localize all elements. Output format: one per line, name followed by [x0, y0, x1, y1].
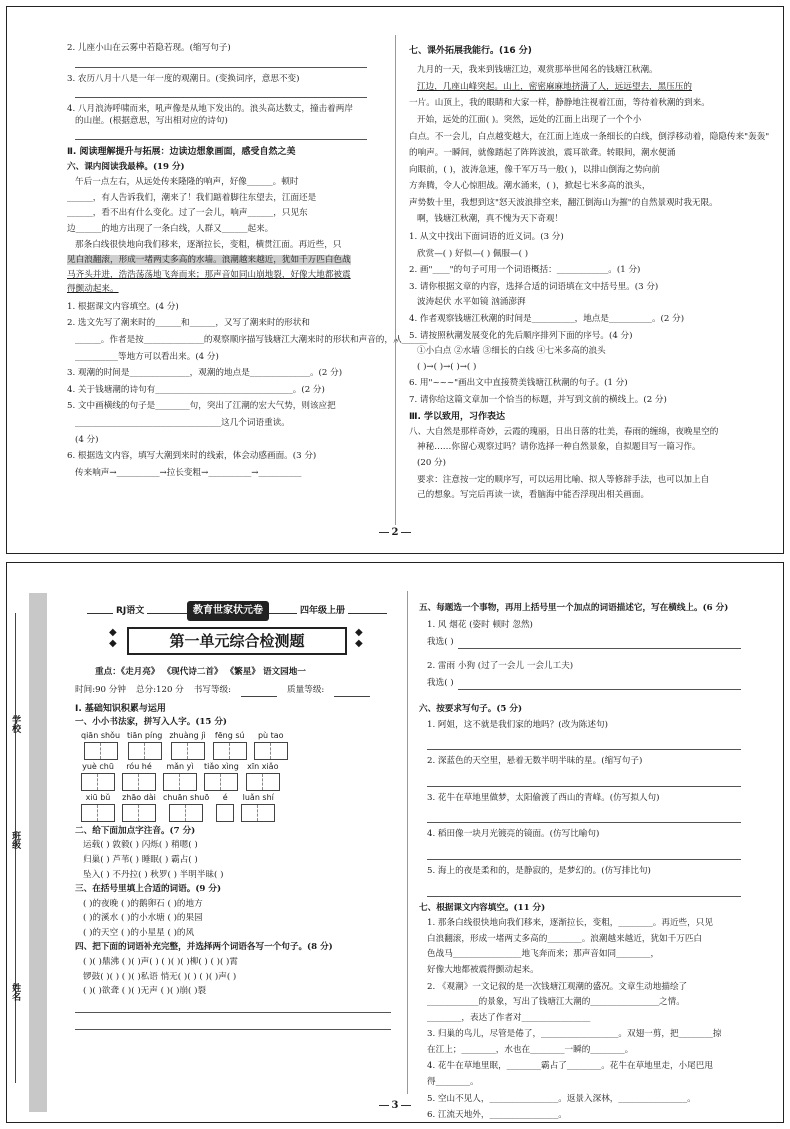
pinyin-grid-row-2: [81, 762, 391, 791]
pinyin-cell: [254, 731, 288, 760]
answer-line[interactable]: [75, 87, 367, 98]
underlined-sentence: 马齐头并进，浩浩荡荡地飞奔而来；那声音如同山崩地裂，好像大地都被震: [67, 269, 351, 280]
p3-q6-1: 1. 阿姐，这不就是我们家的地吗？(改为陈述句): [427, 719, 608, 730]
exam-info: [75, 685, 391, 697]
column-divider: [395, 35, 396, 525]
quality-grade: 质量等级:: [287, 685, 325, 695]
header-banner: [87, 591, 387, 657]
p3-q5-2b: 我选( ): [427, 678, 454, 689]
pinyin-grid-row-3: [81, 793, 391, 822]
diamond-decoration: ◆ ◆: [109, 627, 117, 649]
pinyin-cell: [213, 731, 247, 760]
p3-q3-heading: 三、在括号里填上合适的词语。(9 分): [75, 884, 222, 895]
passage-line: 边______的地方出现了一条白线，人群又______起来。: [67, 223, 274, 234]
page-number: 2: [7, 526, 783, 540]
answer-line[interactable]: [458, 637, 741, 649]
p2-s4: 4. 关于钱塘潮的诗句有________________________________。(2 分): [67, 384, 325, 395]
focus-line: 重点：《走月亮》 《现代诗二首》 《繁星》 语文园地一: [95, 667, 306, 677]
pinyin-text: xiū bǔ: [85, 792, 111, 802]
writing-boxes[interactable]: [213, 742, 247, 760]
passage-line: 声势数十里，我想到这"怒天波浪排空来，翻江倒海山为摧"的自然景观时我无限。: [409, 197, 718, 208]
writing-grade: 书写等级:: [193, 685, 232, 695]
writing-boxes[interactable]: [216, 804, 234, 822]
p2-s2c: __________等地方可以看出来。(4 分): [75, 351, 219, 362]
name-label: 姓名: [10, 983, 21, 1001]
p2-q8b: 神秘……你留心观察过吗？请你选择一种自然景象，自拟题目写一篇习作。: [417, 442, 701, 453]
pinyin-cell: [163, 762, 197, 791]
p2-s6b: 传来响声→__________→拉长变粗→__________→__________: [75, 467, 302, 478]
p3-q6-3: 3. 花牛在草地里做梦，太阳偷渡了西山的青峰。(仿写拟人句): [427, 792, 660, 803]
writing-boxes[interactable]: [254, 742, 288, 760]
p3-q7-1d: 好像大地都被震得颤动起来。: [427, 964, 539, 975]
pinyin-cell: [241, 793, 275, 822]
p2-t2: 2. 画"____"的句子可用一个词语概括：____________。(1 分): [409, 265, 641, 276]
p2-q8a: 八、大自然是那样奇妙，云霞的瑰丽，日出日落的壮美，春雨的缠绵，夜晚星空的: [409, 426, 719, 437]
pinyin-cell: [216, 793, 234, 822]
pinyin-grid-row-1: [81, 731, 391, 760]
p2-s3: 3. 观潮的时间是______________，观潮的地点是______________。(2 分): [67, 368, 343, 379]
p2-s1: 1. 根据课文内容填空。(4 分): [67, 301, 179, 312]
passage-line: 啊，钱塘江秋潮，真不愧为天下奇观！: [417, 214, 564, 225]
p3-q6-4: 4. 稻田像一块月光镀亮的镜面。(仿写比喻句): [427, 829, 600, 840]
p3-q7-1a: 1. 那条白线很快地向我们移来，逐渐拉长，变粗，________。再近些，只见: [427, 918, 713, 929]
answer-line[interactable]: [427, 776, 741, 787]
writing-boxes[interactable]: [81, 804, 115, 822]
binding-strip: [29, 593, 47, 1112]
p2-t6: 6. 用"~~~"画出文中直接赞美钱塘江秋潮的句子。(1 分): [409, 378, 628, 389]
passage-line: 开始，远处的江面( )。突然，远处的江面上出现了一个个小: [417, 114, 642, 125]
pinyin-text: xīn xiǎo: [247, 761, 279, 771]
p2-s5a: 5. 文中画横线的句子是________句，突出了江潮的宏大气势，则该应把: [67, 401, 336, 412]
pinyin-text: zhāo dài: [122, 792, 156, 802]
pinyin-cell: [163, 793, 209, 822]
pinyin-text: zhuàng jì: [169, 730, 206, 740]
writing-boxes[interactable]: [171, 742, 205, 760]
p3-q7-6: 6. 江流天地外，________________。: [427, 1110, 567, 1121]
passage-line: ______，看不出有什么变化。过了一会儿，响声______，只见东: [67, 208, 308, 219]
p2-t3: 3. 请你根据文章的内容，选择合适的词语填在文中括号里。(3 分): [409, 281, 659, 292]
writing-boxes[interactable]: [122, 804, 156, 822]
p2-t5c: ( )→( )→( )→( ): [417, 361, 477, 372]
answer-line[interactable]: [427, 849, 741, 860]
p3-q1-heading: 一、小小书法家，拼写入人字。(15 分): [75, 717, 227, 728]
p3-q5-1b: 我选( ): [427, 637, 454, 648]
grade-label: 四年级上册: [297, 605, 348, 617]
p2-q4b: 的山崖。(根据意思，写出相对应的诗句): [75, 115, 228, 126]
p2-q6-heading: 六、课内阅读我最棒。(19 分): [67, 161, 185, 172]
pinyin-cell: [122, 762, 156, 791]
pinyin-cell: [122, 793, 156, 822]
pinyin-cell: [169, 731, 205, 760]
writing-boxes[interactable]: [241, 804, 275, 822]
p2-t3b: 波涛起伏 水平如镜 汹涌澎湃: [417, 297, 526, 308]
passage-line: [67, 255, 367, 267]
p3-q6-heading: 六、按要求写句子。(5 分): [419, 703, 523, 714]
idiom-row: ( )( )欲聋 ( )( )无声 ( )( )崩( )裂: [83, 986, 207, 997]
p2-t1b: 欣赏—( ) 好似—( ) 佩服—( ): [417, 248, 529, 259]
writing-boxes[interactable]: [169, 804, 203, 822]
quality-grade-field[interactable]: [334, 685, 370, 697]
answer-line[interactable]: [427, 739, 741, 750]
fill-word-row: ( )的夜晚 ( )的鹅卵石 ( )的地方: [83, 898, 203, 909]
page2-right-column: [409, 7, 770, 553]
idiom-row: ( )( )鼎沸 ( )( )声( ) ( )( )( )柳( ) ( )( )霄: [83, 957, 238, 968]
p3-q2-heading: 二、给下面加点字注音。(7 分): [75, 825, 196, 836]
pinyin-cell: [246, 762, 280, 791]
underlined-sentence: 得颤动起来。: [67, 284, 119, 295]
p2-q3: 3. 农历八月十八是一年一度的观潮日。(变换词序，意思不变): [67, 73, 300, 84]
page2-left-column: [67, 7, 428, 553]
underlined-sentence: 江边，几座山峰突起。山上，密密麻麻地挤满了人，远远望去，黑压压的: [417, 81, 693, 92]
pinyin-text: luǎn shí: [242, 792, 274, 802]
p2-t5: 5. 请按照秋潮发展变化的先后顺序排列下面的序号。(4 分): [409, 330, 633, 341]
writing-boxes[interactable]: [84, 742, 118, 760]
passage-line: ______，有人告诉我们，潮来了！我们踮着脚往东望去，江面还是: [67, 192, 317, 203]
writing-boxes[interactable]: [163, 773, 197, 791]
answer-line[interactable]: [75, 57, 367, 68]
p3-q7-1b: 白浪翻滚，形成一堵两丈多高的________。浪潮越来越近，犹如千万匹白: [427, 933, 703, 944]
page3-left-column: [75, 563, 391, 1122]
p3-q6-2: 2. 深蓝色的天空里，悬着无数半明半昧的星。(缩写句子): [427, 756, 643, 767]
p2-s2a: 2. 选文先写了潮来时的______和______，又写了潮来时的形状和: [67, 318, 310, 329]
page-number: 3: [7, 1099, 783, 1113]
p3-q5-heading: 五、每题选一个事物，再用上括号里一个加点的词语描述它，写在横线上。(6 分): [419, 603, 729, 613]
p2-s5b: __________________________________这几个词语重读。: [75, 418, 290, 429]
column-divider: [407, 591, 408, 1094]
section-1-heading: Ⅰ. 基础知识积累与运用: [75, 704, 166, 714]
writing-boxes[interactable]: [128, 742, 162, 760]
section-3-heading: Ⅲ. 学以致用，习作表达: [409, 411, 506, 422]
p3-q7-4a: 4. 花牛在草地里眠，________霸占了________。花牛在草地里走，小尾巴甩: [427, 1061, 713, 1072]
subject-label: RJ语文: [113, 605, 147, 617]
writing-boxes[interactable]: [204, 773, 238, 791]
p3-q7-3b: 在江上；________，水也在________一瞬的________。: [427, 1044, 634, 1055]
writing-boxes[interactable]: [81, 773, 115, 791]
diamond-decoration: ◆ ◆: [355, 627, 363, 649]
writing-grade-field[interactable]: [241, 685, 277, 697]
p2-q4a: 4. 八月浪涛呼啸而来，吼声像是从地下发出的。浪头高达数丈，撞击着两岸: [67, 104, 353, 115]
pinyin-cell: [81, 762, 115, 791]
p2-q8e: 己的想象。写完后再读一读，看脑海中能否浮现出相关画面。: [417, 490, 650, 501]
brand-badge: 教育世家状元卷: [187, 601, 269, 621]
passage-line: 白点。不一会儿，白点越变越大，在江面上连成一条细长的白线，倒浮移动着，隐隐传来"轰轰": [409, 131, 770, 142]
school-label: 学校: [10, 715, 21, 733]
answer-line[interactable]: [427, 812, 741, 823]
pinyin-text: fēng sú: [214, 730, 245, 740]
p2-t4: 4. 作者观察钱塘江秋潮的时间是__________，地点是__________。(2 分): [409, 314, 685, 325]
page3-right-column: [419, 563, 741, 1122]
answer-line[interactable]: [75, 1002, 391, 1013]
pinyin-cell: [81, 793, 115, 822]
passage-line: 那条白线很快地向我们移来，逐渐拉长，变粗，横贯江面。再近些，只: [75, 240, 342, 251]
p2-q8c: (20 分): [417, 457, 446, 468]
p3-q7-2a: 2. 《观潮》一文记叙的是一次钱塘江观潮的盛况。文章生动地描绘了: [427, 981, 688, 992]
passage-line: 一片。山顶上，我的眼睛和大家一样，静静地注视着江面，等待着秋潮的到来。: [409, 98, 710, 109]
p3-q7-1c: 色战马________________地飞奔而来；那声音如同________，: [427, 949, 660, 960]
phonetic-row: 坠入( ) 不丹拉( ) 秋罗( ) 半明半昧( ): [83, 869, 224, 880]
p2-t5b: ①小白点 ②水墙 ③细长的白线 ④七米多高的浪头: [417, 346, 606, 357]
passage-line: 九月的一天，我来到钱塘江边，观赏那举世闻名的钱塘江秋潮。: [417, 65, 658, 76]
p3-q7-heading: 七、根据课文内容填空。(11 分): [419, 902, 546, 913]
pinyin-text: qiān shǒu: [81, 730, 121, 740]
p2-t7: 7. 请你给这篇文章加一个恰当的标题，并写到文前的横线上。(2 分): [409, 395, 667, 406]
page-3: [6, 562, 784, 1123]
time-info: 时间:90 分钟: [75, 685, 126, 695]
passage-line: 午后一点左右，从远处传来隆隆的响声，好像______。顿时: [75, 177, 299, 188]
section-2-heading: Ⅱ. 阅读理解提升与拓展：边读边想象画面，感受自然之美: [67, 147, 296, 158]
pinyin-text: mǎn yì: [166, 761, 194, 771]
p3-q5-2: 2. 雷雨 小狗 (过了一会儿 一会儿工夫): [427, 660, 574, 671]
phonetic-row: 运载( ) 敦毅( ) 闪烁( ) 稍嗯( ): [83, 840, 198, 851]
pinyin-cell: [81, 731, 120, 760]
p3-q5-1: 1. 风 烟花 (姿时 顿时 忽然): [427, 619, 533, 630]
p2-s6: 6. 根据选文内容，填写大潮到来时的线索，体会动感画面。(3 分): [67, 451, 317, 462]
answer-line[interactable]: [75, 129, 367, 140]
p3-q7-2c: ________，表达了作者对________________: [427, 1012, 591, 1023]
pinyin-text: é: [222, 792, 228, 802]
p3-q7-5: 5. 空山不见人，________________。返景入深林，________________。: [427, 1093, 696, 1104]
passage-line: 的响声。一瞬间，就像踏起了阵阵波浪，震耳欲聋。转眼间，潮水便涌: [409, 148, 676, 159]
page-2: [6, 6, 784, 554]
pinyin-text: róu hé: [126, 761, 152, 771]
idiom-row: 锣鼓( )( ) ( )( )私语 悄无( )( ) ( )( )声( ): [83, 971, 237, 982]
fill-word-row: ( )的溪水 ( )的小水塘 ( )的果园: [83, 913, 203, 924]
p3-q7-4b: 得________。: [427, 1077, 479, 1088]
phonetic-row: 归巢( ) 芦苇( ) 睡眠( ) 霸占( ): [83, 854, 198, 865]
passage-line: 向眼前，( )，波涛急速，像千军万马一般( )，以排山倒海之势向前: [409, 164, 660, 175]
answer-line[interactable]: [75, 1019, 391, 1030]
pinyin-cell: [127, 731, 162, 760]
p2-s2b: ______。作者是按______________的观察顺序描写钱塘江大潮来时的形状和声音的，从______: [75, 335, 428, 346]
pinyin-text: yuè chū: [82, 761, 114, 771]
p2-q7-heading: 七、课外拓展我能行。(16 分): [409, 46, 532, 56]
passage-line: 方奔腾，令人心惊胆战。潮水涌来，( )，掀起七米多高的浪头，: [409, 181, 651, 192]
passage-line: [409, 82, 731, 94]
class-label: 班级: [10, 831, 21, 849]
writing-boxes[interactable]: [122, 773, 156, 791]
writing-boxes[interactable]: [246, 773, 280, 791]
p3-q4-heading: 四、把下面的词语补充完整，并选择两个词语各写一个句子。(8 分): [75, 942, 333, 953]
pinyin-text: tiān píng: [127, 730, 163, 740]
answer-line[interactable]: [458, 678, 741, 690]
p2-t1: 1. 从文中找出下面词语的近义词。(3 分): [409, 232, 564, 243]
p2-s5c: (4 分): [75, 434, 99, 445]
pinyin-text: pù tao: [257, 730, 284, 740]
exam-title: 第一单元综合检测题: [127, 627, 347, 655]
highlighted-text: 见白浪翻滚，形成一堵两丈多高的水墙。浪潮越来越近，犹如千万匹白色战: [67, 255, 351, 266]
pinyin-text: tiǎo xìng: [204, 761, 239, 771]
fill-word-row: ( )的天空 ( )的小星星 ( )的风: [83, 927, 195, 938]
pinyin-text: chuān shuō: [163, 792, 210, 802]
pinyin-cell: [204, 762, 239, 791]
p2-q2: 2. 儿座小山在云雾中若隐若现。(缩写句子): [67, 43, 231, 53]
p3-q7-3a: 3. 归巢的鸟儿，尽管是倦了，__________________。双翅一剪，把________掠: [427, 1029, 722, 1040]
answer-line[interactable]: [427, 886, 741, 897]
p3-q6-5: 5. 海上的夜是柔和的，是静寂的，是梦幻的。(仿写排比句): [427, 865, 651, 876]
score-info: 总分:120 分: [135, 685, 184, 695]
p3-q7-2b: ____________的景象，写出了钱塘江大潮的________________之情。: [427, 997, 685, 1008]
p2-q8d: 要求：注意按一定的顺序写，可以运用比喻、拟人等修辞手法，也可以加上自: [417, 474, 710, 485]
